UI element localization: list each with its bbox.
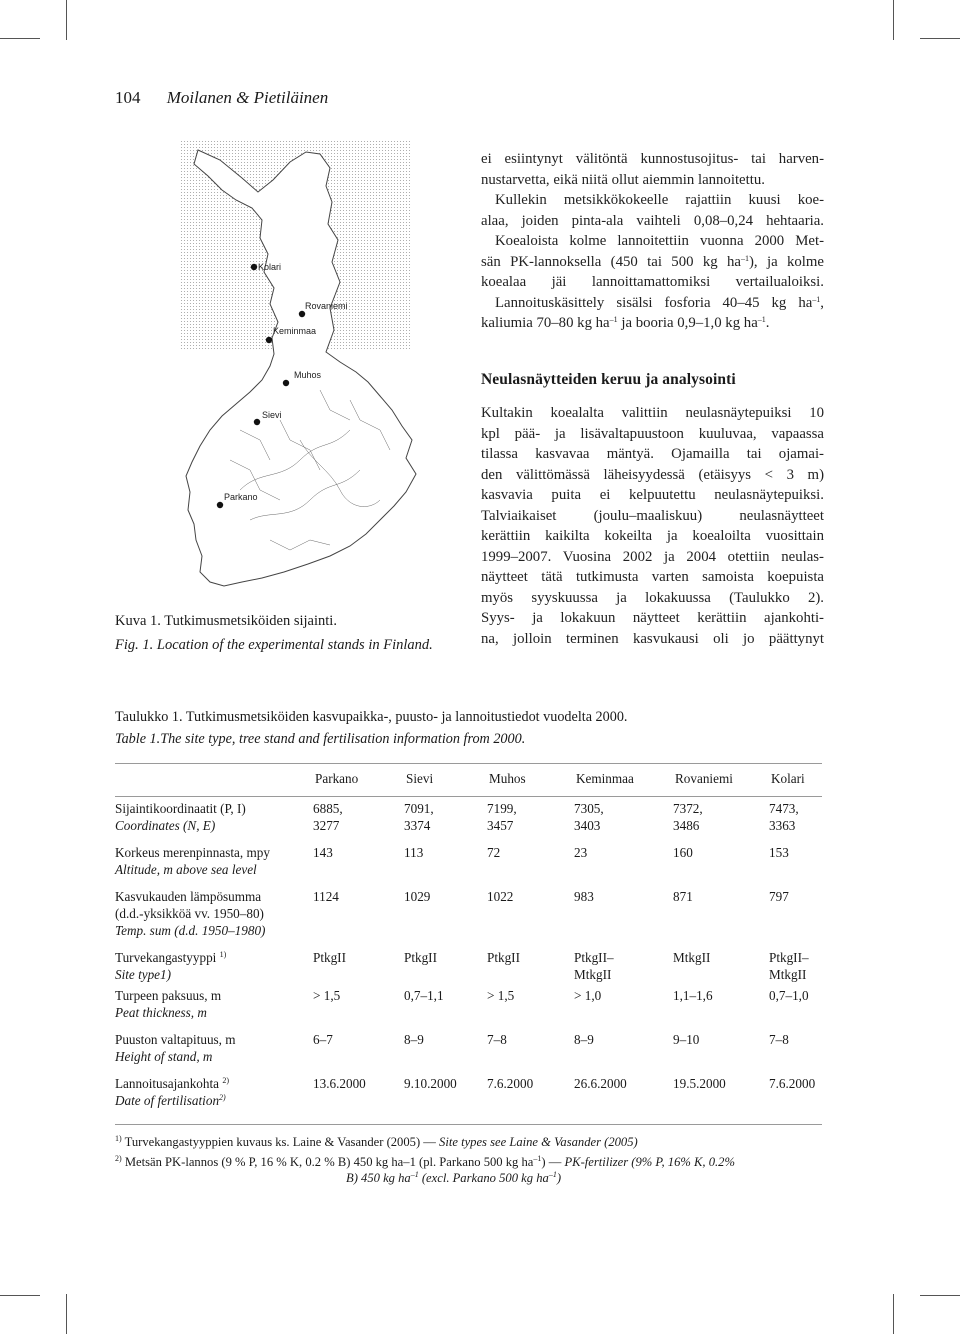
table-cell: 1029: [404, 889, 431, 904]
superscript: 1): [219, 950, 227, 959]
body-line: [481, 293, 824, 314]
crop-mark: [66, 0, 67, 40]
table-cell: 8–9: [404, 1032, 424, 1047]
row-label: [115, 888, 313, 949]
row-label-en: Coordinates (N, E): [115, 818, 216, 833]
cell-value: 6885,: [313, 801, 343, 816]
superscript: 2): [219, 1093, 226, 1102]
table-cell: > 1,5: [313, 988, 341, 1003]
row-label-fi-2: (d.d.-yksikköä vv. 1950–80): [115, 906, 264, 921]
table-cell: [673, 949, 769, 987]
table-row: [115, 1031, 822, 1075]
body-line: Syys- ja lokakuun näytteet kerättiin ajankohti-: [481, 610, 824, 626]
crop-mark: [0, 38, 40, 39]
body-line: myös syyskuussa ja lokakuussa (Taulukko 2).: [481, 589, 824, 606]
table-cell: 797: [769, 889, 789, 904]
cell-value: 7305,: [574, 801, 604, 816]
footnote-mark: 2): [115, 1154, 122, 1163]
row-label-fi: Lannoitusajankohta: [115, 1076, 220, 1091]
body-line: Kultakin koealalta valittiin neulasnäytepuiksi 10: [481, 405, 824, 421]
row-label-en: Site type1): [115, 967, 172, 982]
cell-value: 3457: [487, 818, 514, 833]
table-cell: 23: [574, 845, 588, 860]
row-label: [115, 949, 313, 987]
table-cell: 6–7: [313, 1032, 333, 1047]
body-line-part: ,: [820, 294, 824, 311]
page-number: 104: [115, 88, 141, 107]
row-label-en: Temp. sum (d.d. 1950–1980): [115, 923, 266, 938]
site-info-table: [115, 800, 822, 1115]
row-label-en: Altitude, m above sea level: [115, 862, 257, 877]
row-label: [115, 987, 313, 1031]
body-line-part: sän PK-lannoksella (450 tai 500 kg ha: [481, 253, 741, 270]
table-row: [115, 800, 822, 844]
table-cell: 19.5.2000: [673, 1076, 726, 1091]
column-header-sievi: Sievi: [406, 771, 434, 786]
crop-mark: [893, 0, 894, 40]
table-cell: 153: [769, 845, 789, 860]
table-footnote-2-continued: [346, 1171, 561, 1186]
table-cell: 1022: [487, 889, 514, 904]
table-cell: 143: [313, 845, 333, 860]
table-cell: 7.6.2000: [769, 1076, 816, 1091]
cell-value: PtkgII: [313, 950, 346, 965]
site-dot-kolari: [251, 264, 257, 270]
table-cell: [404, 800, 487, 844]
row-label-en: Height of stand, m: [115, 1049, 213, 1064]
table-row: [115, 888, 822, 949]
table-cell: 72: [487, 845, 501, 860]
table-cell: [574, 949, 673, 987]
column-header-rovaniemi: Rovaniemi: [675, 771, 733, 786]
body-line: Koealoista kolme lannoitettiin vuonna 2000 Met-: [495, 233, 824, 249]
row-label: [115, 1031, 313, 1075]
table-footnote-1: [115, 1135, 638, 1150]
table-row: [115, 987, 822, 1031]
body-line: kpl pää- ja lisävaltapuustoon kuuluvaa, vapaassa: [481, 425, 824, 442]
body-line: kasvavia puita ei kelpuutettu neulasnäytepuiksi.: [481, 487, 824, 503]
table-footnote-2: [115, 1155, 735, 1170]
row-label-en: Date of fertilisation: [115, 1093, 220, 1108]
table-cell: [487, 800, 574, 844]
row-label: [115, 800, 313, 844]
cell-value: 7091,: [404, 801, 434, 816]
row-label: [115, 844, 313, 888]
table-cell: > 1,5: [487, 988, 515, 1003]
footnote-text-en: PK-fertilizer (9% P, 16% K, 0.2%: [564, 1155, 735, 1169]
footnote-text-fi: ) —: [541, 1155, 565, 1169]
cell-value: 7199,: [487, 801, 517, 816]
crop-mark: [0, 1295, 40, 1296]
table-cell: 26.6.2000: [574, 1076, 627, 1091]
column-header-kolari: Kolari: [771, 771, 805, 786]
cell-value: 3374: [404, 818, 431, 833]
table-cell: 1124: [313, 889, 339, 904]
table-cell: [574, 800, 673, 844]
map-label-kolari: Kolari: [258, 262, 282, 272]
body-line: Talviaikaiset (joulu–maaliskuu) neulasnäytteet: [481, 507, 824, 524]
superscript: –1: [533, 1154, 542, 1163]
table-row: [115, 949, 822, 987]
table-cell: [487, 949, 574, 987]
footnote-text-en: (excl. Parkano 500 kg ha: [418, 1171, 549, 1185]
table-cell: 7–8: [769, 1032, 789, 1047]
site-dot-rovaniemi: [299, 311, 305, 317]
superscript: 2): [222, 1076, 229, 1085]
crop-mark: [920, 38, 960, 39]
crop-mark: [66, 1294, 67, 1334]
column-header-parkano: Parkano: [315, 771, 359, 786]
figure-caption-en-text: Fig. 1. Location of the experimental stands in Finland.: [115, 637, 433, 653]
body-paragraph-1: [481, 149, 824, 334]
map-label-parkano: Parkano: [224, 492, 258, 502]
table-top-rule: [115, 763, 822, 764]
table-cell: 7–8: [487, 1032, 507, 1047]
superscript: –1: [410, 1170, 419, 1179]
body-line: [481, 252, 824, 273]
table-cell: [313, 949, 404, 987]
finland-map: [180, 140, 450, 610]
row-label-fi: Puuston valtapituus, m: [115, 1032, 236, 1047]
table-cell: 13.6.2000: [313, 1076, 366, 1091]
body-line: alaa, joiden pinta-ala vaihteli 0,08–0,24 hehtaaria.: [481, 212, 824, 229]
table-cell: [404, 949, 487, 987]
table-cell: 113: [404, 845, 424, 860]
row-label-fi: Turvekangastyyppi: [115, 950, 217, 965]
superscript: –1: [757, 315, 766, 324]
table-cell: > 1,0: [574, 988, 602, 1003]
section-heading: Neulasnäytteiden keruu ja analysointi: [481, 371, 736, 388]
site-dot-sievi: [254, 419, 260, 425]
table-cell: 0,7–1,0: [769, 988, 809, 1003]
body-line: näytteet tätä tutkimusta varten samoista koepuista: [481, 569, 824, 585]
footnote-text-en: ): [556, 1171, 562, 1185]
body-paragraph-2: [481, 403, 824, 649]
cell-value: 3486: [673, 818, 700, 833]
body-line: Kullekin metsikkökokeelle rajattiin kuusi koe-: [495, 192, 824, 208]
table-cell: 9–10: [673, 1032, 700, 1047]
cell-value: PtkgII–: [574, 950, 614, 965]
cell-value: 7473,: [769, 801, 799, 816]
row-label-fi: Turpeen paksuus, m: [115, 988, 222, 1003]
map-label-sievi: Sievi: [262, 410, 282, 420]
table-caption-fi: Taulukko 1. Tutkimusmetsiköiden kasvupaikka-, puusto- ja lannoitustiedot vuodelta 2000.: [115, 709, 628, 725]
superscript: –1: [548, 1170, 557, 1179]
column-header-keminmaa: Keminmaa: [576, 771, 634, 786]
footnote-text-fi: Metsän PK-lannos (9 % P, 16 % K, 0.2 % B) 450 kg ha–1 (pl. Parkano 500 kg ha: [124, 1155, 534, 1169]
body-line: koealaa jäi lannoittamattomiksi vertailualoiksi.: [481, 274, 824, 290]
crop-mark: [920, 1295, 960, 1296]
footnote-mark: 1): [115, 1134, 122, 1143]
footnote-text-en: Site types see Laine & Vasander (2005): [439, 1135, 638, 1149]
crop-mark: [893, 1294, 894, 1334]
row-label-fi: Sijaintikoordinaatit (P, I): [115, 801, 246, 816]
table-cell: 983: [574, 889, 594, 904]
cell-value: 3363: [769, 818, 796, 833]
table-cell: [673, 800, 769, 844]
cell-value: MtkgII: [574, 967, 612, 982]
superscript: –1: [740, 253, 749, 263]
cell-value: 3403: [574, 818, 601, 833]
row-label-en: Peat thickness, m: [115, 1005, 207, 1020]
body-line: kerättiin kaikilta kokeilta ja koealoilta vuosittain: [481, 528, 824, 544]
site-dot-muhos: [283, 380, 289, 386]
body-line-part: kaliumia 70–80 kg ha: [481, 315, 610, 331]
body-line-part: ), ja kolme: [748, 253, 824, 270]
running-header: [115, 88, 328, 108]
table-header-rule: [115, 796, 822, 797]
cell-value: PtkgII: [404, 950, 437, 965]
table-cell: 7.6.2000: [487, 1076, 534, 1091]
body-line: ei esiintynyt välitöntä kunnostusojitus- tai harven-: [481, 151, 824, 167]
map-label-rovaniemi: Rovaniemi: [305, 301, 348, 311]
authors: Moilanen & Pietiläinen: [166, 88, 329, 107]
table-row: [115, 844, 822, 888]
figure-caption-fi: Kuva 1. Tutkimusmetsiköiden sijainti.: [115, 613, 337, 629]
table-cell: [313, 800, 404, 844]
row-label-fi: Korkeus merenpinnasta, mpy: [115, 845, 270, 860]
cell-value: 3277: [313, 818, 340, 833]
cell-value: MtkgII: [673, 950, 711, 965]
body-line: [481, 313, 824, 334]
table-caption-en: Table 1.The site type, tree stand and fertilisation information from 2000.: [115, 731, 526, 747]
superscript: –1: [812, 294, 821, 304]
map-label-muhos: Muhos: [294, 370, 322, 380]
table-cell: 9.10.2000: [404, 1076, 457, 1091]
table-cell: 8–9: [574, 1032, 594, 1047]
footnote-text-fi: Turvekangastyyppien kuvaus ks. Laine & Vasander (2005) —: [124, 1135, 440, 1149]
table-cell: 0,7–1,1: [404, 988, 444, 1003]
table-cell: 160: [673, 845, 693, 860]
row-label-fi: Kasvukauden lämpösumma: [115, 889, 262, 904]
body-line: nustarvetta, eikä niitä ollut aiemmin lannoitettu.: [481, 171, 765, 188]
cell-value: PtkgII–: [769, 950, 809, 965]
table-cell: 871: [673, 889, 693, 904]
table-cell: 1,1–1,6: [673, 988, 713, 1003]
table-cell: [769, 949, 822, 987]
table-cell: [769, 800, 822, 844]
body-line-part: Lannoituskäsittely sisälsi fosforia 40–45 kg ha: [495, 294, 813, 311]
body-line: tilassa kasvavaa mäntyä. Ojamailla tai ojamai-: [481, 446, 824, 462]
body-line: 1999–2007. Vuosina 2002 ja 2004 otettiin neulas-: [481, 548, 824, 565]
body-line: na, jolloin terminen kasvukausi oli jo päättynyt: [481, 630, 824, 647]
body-line: den välittömässä läheisyydessä (etäisyys < 3 m): [481, 466, 824, 483]
cell-value: PtkgII: [487, 950, 520, 965]
body-line-part: ja booria 0,9–1,0 kg ha: [617, 315, 758, 331]
map-label-keminmaa: Keminmaa: [273, 326, 317, 336]
cell-value: MtkgII: [769, 967, 807, 982]
row-label: [115, 1075, 313, 1115]
footnote-text-en: B) 450 kg ha: [346, 1171, 411, 1185]
cell-value: 7372,: [673, 801, 703, 816]
table-row: [115, 1075, 822, 1115]
column-header-muhos: Muhos: [489, 771, 526, 786]
site-dot-keminmaa: [266, 337, 272, 343]
site-dot-parkano: [217, 502, 223, 508]
figure-caption-en: [115, 637, 433, 654]
body-line-part: .: [765, 315, 770, 331]
superscript: –1: [609, 315, 618, 324]
table-bottom-rule: [115, 1124, 822, 1125]
